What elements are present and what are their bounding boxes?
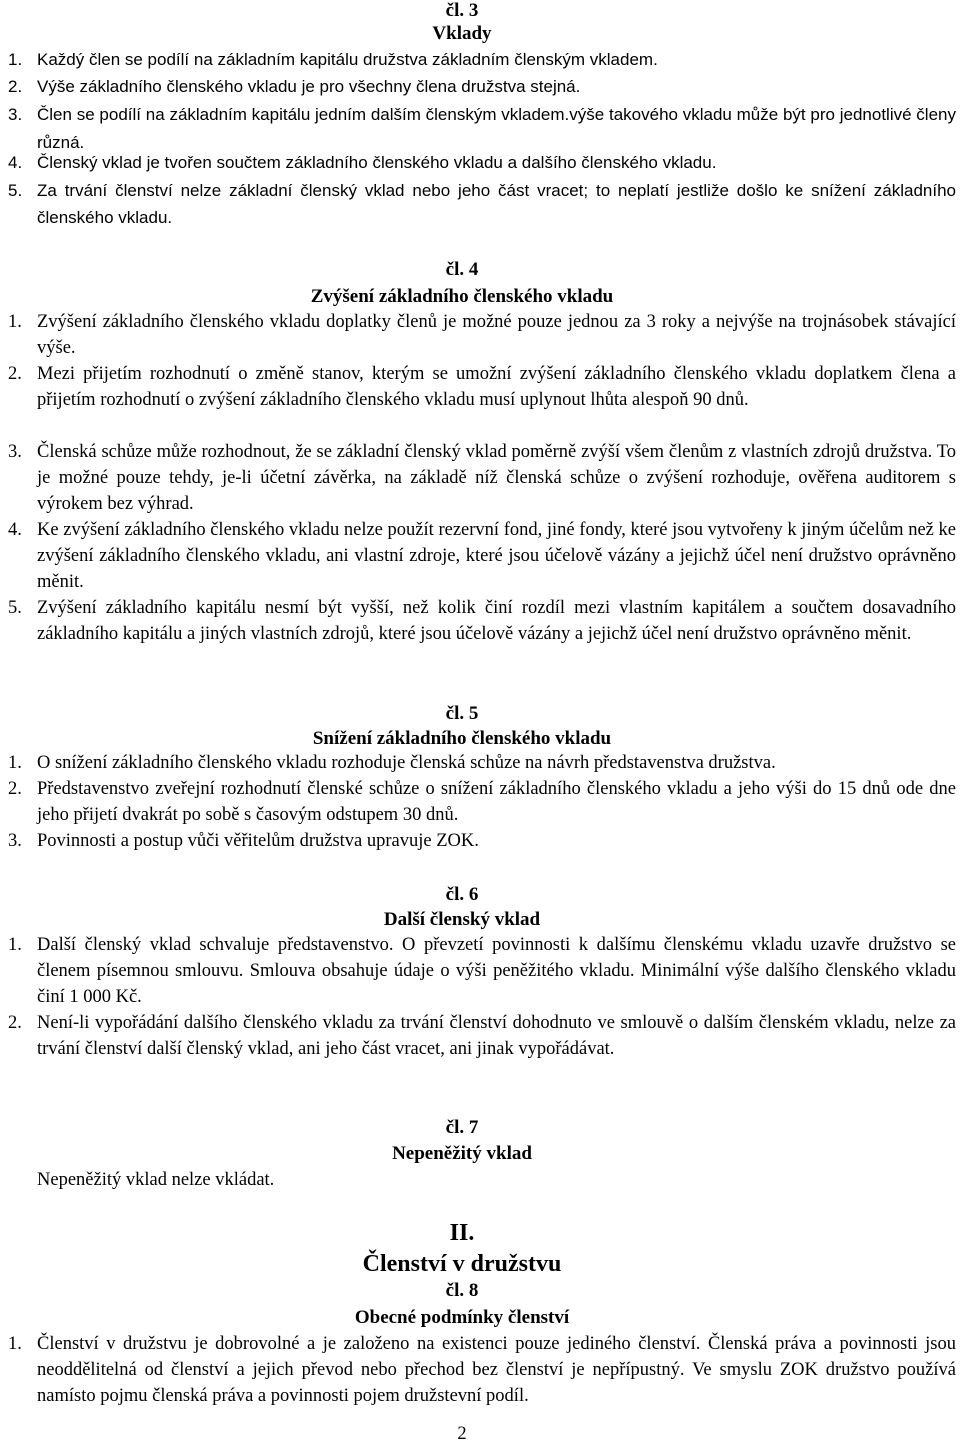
item-text: Představenstvo zveřejní rozhodnutí členské schůze o snížení základního členského vkladu a jeho výši do 15 dnů ode dne jeho přijetí dvakrát po sobě s časovým odstupem 30 dnů. (37, 779, 956, 825)
item-text: Členství v družstvu je dobrovolné a je založeno na existenci pouze jediného členství. Členská práva a povinnosti jsou neoddělitelná od členství a jejich převod nebo přechod bez členství je nepřípustný. Ve smyslu ZOK družstvo používá namísto pojmu členská práva a povinnosti pojem družstevní podíl. (37, 1334, 956, 1406)
item-text: Členský vklad je tvořen součtem základního členského vkladu a dalšího členského vkladu. (37, 153, 717, 172)
item-text: Výše základního členského vkladu je pro všechny člena družstva stejná. (37, 77, 581, 96)
item-text: Povinnosti a postup vůči věřitelům družstva upravuje ZOK. (37, 831, 479, 851)
list-item (8, 74, 956, 100)
list-item (8, 309, 956, 361)
item-text: Ke zvýšení základního členského vkladu nelze použít rezervní fond, jiné fondy, které jsou vytvořeny k jiným účelům než ke zvýšení základního členského vkladu, ani vlastní zdroje, které jsou účelově vázány a jejichž účel není družstvo oprávněno měnit. (37, 520, 956, 592)
article-4-heading: čl. 4 (445, 259, 479, 280)
list-item (8, 828, 956, 854)
article-7-title: Nepeněžitý vklad (392, 1143, 532, 1164)
item-number: 5. (8, 598, 22, 618)
part-2-title: Členství v družstvu (362, 1251, 562, 1277)
article-4-title: Zvýšení základního členského vkladu (310, 286, 614, 307)
item-number: 2. (8, 779, 22, 799)
item-number: 3. (8, 442, 22, 462)
list-item (8, 361, 956, 413)
item-number: 2. (8, 77, 23, 96)
page-number: 2 (457, 1424, 467, 1444)
list-item (8, 1010, 956, 1062)
article-8-title: Obecné podmínky členství (354, 1307, 570, 1328)
article-5-heading: čl. 5 (445, 703, 479, 724)
item-number: 1. (8, 50, 23, 69)
list-item (8, 177, 956, 231)
list-item (8, 932, 956, 1010)
article-3-title: Vklady (432, 23, 492, 44)
list-item (8, 47, 956, 73)
item-number: 4. (8, 520, 22, 540)
list-item (8, 750, 956, 776)
article-3-heading: čl. 3 (445, 0, 479, 21)
article-6-heading: čl. 6 (445, 884, 479, 905)
article-8-heading: čl. 8 (445, 1280, 479, 1301)
item-number: 4. (8, 153, 23, 172)
item-number: 1. (8, 753, 22, 773)
item-text: Další členský vklad schvaluje představenstvo. O převzetí povinnosti k dalšímu členskému vkladu uzavře družstvo se členem písemnou smlouvu. Smlouva obsahuje údaje o výši peněžitého vkladu. Minimální výše dalšího členského vkladu činí 1 000 Kč. (37, 935, 956, 1007)
list-item (8, 595, 956, 647)
item-number: 1. (8, 935, 22, 955)
article-5-title: Snížení základního členského vkladu (312, 728, 612, 749)
list-item (8, 517, 956, 595)
item-number: 5. (8, 181, 23, 200)
item-text: O snížení základního členského vkladu rozhoduje členská schůze na návrh představenstva družstva. (37, 753, 776, 773)
item-number: 1. (8, 1334, 22, 1354)
item-text: Mezi přijetím rozhodnutí o změně stanov, kterým se umožní zvýšení základního členského vkladu doplatkem člena a přijetím rozhodnutí o zvýšení základního členského vkladu musí uplynout lhůta alespoň 90 dnů. (37, 364, 956, 410)
item-text: Není-li vypořádání dalšího členského vkladu za trvání členství dohodnuto ve smlouvě o dalším členském vkladu, nelze za trvání členství další členský vklad, ani jeho část vracet, ani jinak vypořádávat. (37, 1013, 956, 1059)
item-number: 1. (8, 312, 22, 332)
item-number: 3. (8, 831, 22, 851)
article-6-title: Další členský vklad (383, 909, 541, 930)
article-7-heading: čl. 7 (445, 1117, 479, 1138)
item-text: Každý člen se podílí na základním kapitálu družstva základním členským vkladem. (37, 50, 658, 69)
list-item (8, 439, 956, 517)
item-number: 2. (8, 1013, 22, 1033)
list-item (8, 101, 956, 157)
item-text: Člen se podílí na základním kapitálu jedním dalším členským vkladem.výše takového vkladu může být pro jednotlivé členy různá. (37, 105, 956, 152)
article-7-text: Nepeněžitý vklad nelze vkládat. (37, 1170, 275, 1190)
item-text: Zvýšení základního členského vkladu doplatky členů je možné pouze jednou za 3 roky a nejvýše na trojnásobek stávající výše. (37, 312, 956, 358)
list-item (8, 1331, 956, 1409)
part-2-numeral: II. (449, 1220, 475, 1246)
list-item (8, 776, 956, 828)
item-number: 2. (8, 364, 22, 384)
item-number: 3. (8, 105, 23, 124)
item-text: Za trvání členství nelze základní členský vklad nebo jeho část vracet; to neplatí jestliže došlo ke snížení základního členského vkladu. (37, 181, 956, 227)
list-item (8, 150, 956, 176)
item-text: Členská schůze může rozhodnout, že se základní členský vklad poměrně zvýší všem členům z vlastních zdrojů družstva. To je možné pouze tehdy, je-li účetní závěrka, na základě níž členská schůze o zvýšení rozhoduje, ověřena auditorem s výrokem bez výhrad. (37, 442, 956, 514)
item-text: Zvýšení základního kapitálu nesmí být vyšší, než kolik činí rozdíl mezi vlastním kapitálem a součtem dosavadního základního kapitálu a jiných vlastních zdrojů, které jsou účelově vázány a jejichž účel není družstvo oprávněno měnit. (37, 598, 956, 644)
